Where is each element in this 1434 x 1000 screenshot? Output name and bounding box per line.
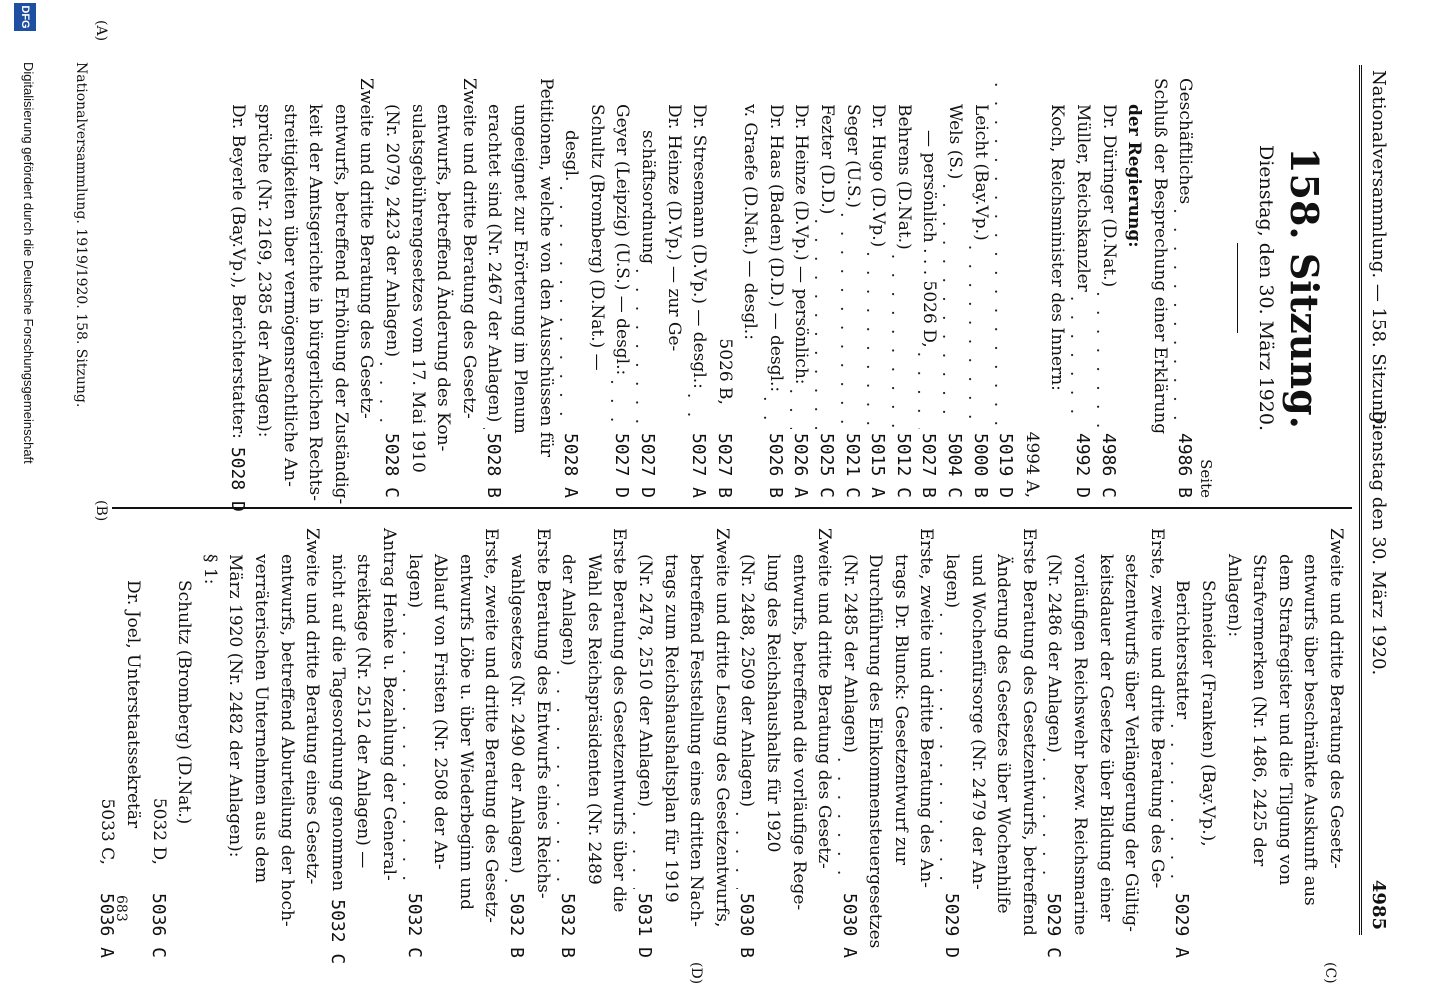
toc-entry-text: lung des Reichshaushalts für 1920 [762, 554, 783, 853]
toc-entry [762, 78, 788, 498]
toc-entry-text: betreffend Feststellung eines dritten Nach- [686, 554, 707, 927]
page-reference: 5012 C [892, 432, 914, 498]
toc-entry [353, 78, 379, 498]
toc-entry [1172, 78, 1198, 498]
left-column [225, 78, 1348, 512]
header-rule [1359, 65, 1362, 935]
margin-mark-a: (A) [93, 20, 109, 42]
toc-entry-text: entwurfs über beschränkte Auskunft aus [1300, 554, 1321, 906]
leader-dots [762, 396, 781, 429]
toc-entry-text: (Nr. 2486 der Anlagen) [1044, 554, 1065, 754]
toc-entry-text: Leicht (Bay.Vp.) [970, 104, 991, 241]
leader-dots [865, 251, 884, 429]
toc-entry-text: trags zum Reichshaushaltsplan für 1919 [660, 554, 681, 903]
leader-dots [939, 612, 958, 889]
page-reference: 5026 A [790, 432, 812, 498]
toc-entry-text: Zweite und dritte Beratung eines Gesetz- [302, 528, 323, 885]
toc-entry [1095, 78, 1121, 498]
toc-entry [555, 528, 581, 958]
toc-entry-text: wahlgesetzes (Nr. 2490 der Anlagen) [507, 554, 527, 874]
toc-entry-text: Erste, zweite und dritte Beratung des An- [916, 528, 937, 888]
toc-entry [145, 528, 171, 958]
toc-entry [657, 528, 683, 958]
leader-dots [1069, 296, 1088, 429]
toc-entry [1146, 78, 1172, 498]
page-reference: 5025 C [816, 432, 838, 498]
toc-entry [964, 528, 990, 958]
toc-entry-text: Behrens (D.Nat.) [893, 104, 914, 250]
toc-entry [250, 78, 276, 498]
leader-dots [814, 218, 833, 429]
toc-entry-text: Müller, Reichskanzler [1073, 104, 1094, 292]
seite-label: Seite [1197, 459, 1216, 498]
toc-entry-text: Erste Beratung des Gesetzentwurfs, betreffend [1018, 528, 1039, 936]
leader-dots [993, 82, 1012, 429]
toc-entry-text: und Wochenfürsorge (Nr. 2479 der An- [967, 554, 988, 890]
leader-dots [555, 670, 574, 889]
toc-entry [814, 78, 840, 498]
toc-entry [247, 528, 273, 958]
toc-entry-text: Zweite und dritte Beratung des Gesetz- [458, 78, 479, 419]
toc-entry-text: trags Dr. Blunck: Gesetzentwurf zur [890, 554, 911, 865]
toc-entry [1118, 528, 1144, 958]
leader-dots [836, 757, 855, 889]
page-reference: 5028 C [381, 432, 402, 498]
toc-entry [302, 78, 328, 501]
toc-entry [993, 78, 1019, 498]
toc-entry [711, 78, 737, 498]
toc-entry-text: Geschäftliches [1175, 78, 1196, 205]
toc-entry-text: Anlagen): [1223, 554, 1244, 638]
toc-entry [606, 528, 632, 958]
toc-entry-text: (Nr. 2079, 2423 der Anlagen) [382, 104, 402, 358]
toc-entry [785, 528, 811, 958]
toc-entry [683, 528, 709, 958]
leader-dots [890, 254, 909, 429]
toc-entry [324, 528, 350, 965]
leader-dots [1041, 757, 1060, 889]
toc-entry [1271, 528, 1297, 958]
page-reference: 5000 B [969, 432, 991, 498]
toc-entry-text: entwurfs, betreffend Änderung des Kon- [433, 104, 454, 452]
page-reference: 5030 A [838, 892, 860, 958]
session-date: Dienstag, den 30. März 1920. [1255, 145, 1277, 431]
sheet-number: 683 [113, 895, 129, 922]
column-divider [112, 507, 1352, 509]
page-reference: 5027 B [918, 432, 940, 498]
toc-entry-text: Wahl des Reichspräsidenten (Nr. 2489 [583, 554, 604, 885]
toc-entry-text: Dr. Heinze (D.Vp.) — zur Ge- [663, 104, 684, 352]
toc-entry-text: Zweite und dritte Beratung des Gesetz- [1326, 528, 1346, 869]
page-reference: 4992 D [1072, 432, 1094, 498]
toc-entry-text: verräterischen Unternehmen aus dem [251, 554, 272, 884]
toc-entry [865, 78, 891, 498]
toc-entry [788, 78, 814, 498]
toc-entry-text: Erste Beratung des Gesetzentwurfs über die [609, 528, 630, 913]
title-rule [1237, 243, 1238, 333]
toc-entry [452, 528, 478, 958]
page-reference: 5032 B [557, 892, 579, 958]
toc-entry [1092, 528, 1118, 958]
toc-entry-text: Dr. Haas (Baden) (D.D.) — desgl.: [765, 104, 786, 393]
toc-entry-text: Dr. Beyerle (Bay.Vp.), Berichterstatter: [228, 104, 249, 439]
toc-entry-text: Fezter (D.D.) [817, 104, 838, 215]
page-reference: 5027 D [636, 432, 658, 498]
toc-entry-text: Petitionen, welche von den Ausschüssen für [535, 78, 556, 458]
page-reference: 5027 A [688, 432, 710, 498]
leader-dots [941, 183, 960, 429]
page-reference: 5032 B [506, 892, 527, 958]
leader-dots [1169, 723, 1188, 889]
toc-entry-text: Geyer (Leipzig) (U.S.) — desgl.: [612, 104, 633, 376]
toc-entry [1018, 78, 1044, 498]
toc-entry [120, 528, 146, 958]
toc-entry [455, 78, 481, 498]
toc-entry [506, 78, 532, 498]
toc-entry [430, 78, 456, 498]
toc-entry [94, 528, 120, 958]
toc-entry [375, 528, 401, 958]
toc-entry-text: Erste, zweite und dritte Beratung des Ge- [1146, 528, 1167, 889]
page-reference: 5029 C [1043, 892, 1065, 958]
toc-entry [378, 78, 404, 498]
toc-entry-text: Dr. Düringer (D.Nat.) [1098, 104, 1119, 288]
page-reference: 5004 C [944, 432, 966, 498]
toc-entry [478, 528, 504, 958]
toc-entry [686, 78, 712, 498]
toc-entry [939, 528, 965, 958]
toc-entry [1220, 528, 1246, 958]
toc-entry [1143, 528, 1169, 958]
page-reference: 4986 B [1174, 432, 1196, 498]
page-reference: 5031 D [633, 892, 655, 958]
toc-entry [427, 528, 453, 958]
toc-entry [1069, 78, 1095, 498]
toc-entry [759, 528, 785, 958]
page-reference: 5032 C [403, 892, 425, 958]
toc-entry [404, 78, 430, 498]
toc-entry-text: der Anlagen) [558, 554, 579, 666]
toc-entry [532, 78, 558, 498]
toc-entry [941, 78, 967, 498]
toc-entry-text: März 1920 (Nr. 2482 der Anlagen): [225, 554, 246, 858]
toc-entry [836, 528, 862, 958]
page-reference: 5028 B [483, 432, 505, 498]
leader-dots [916, 352, 935, 429]
footer-text: Nationalversammlung. 1919/1920. 158. Sitzung. [73, 62, 89, 408]
page-reference: 5036 C [147, 892, 169, 958]
toc-entry [967, 78, 993, 498]
toc-entry [1246, 528, 1272, 958]
toc-entry [916, 78, 942, 498]
toc-entry [1041, 528, 1067, 958]
toc-entry [273, 528, 299, 958]
toc-entry-text: Schultz (Bromberg) (D.Nat.) — [586, 104, 607, 371]
toc-entry-text: Zweite und dritte Beratung des Gesetz- [356, 78, 377, 419]
margin-mark-c: (C) [1322, 962, 1338, 984]
toc-entry [225, 78, 251, 512]
left-entries [225, 78, 1198, 512]
right-entries [94, 528, 1348, 965]
leader-dots [503, 878, 522, 889]
toc-entry-text: Schluß der Besprechung einer Erklärung [1149, 78, 1170, 435]
leader-dots [839, 212, 858, 429]
toc-entry-text: schäftsordnung [637, 130, 658, 265]
toc-entry [1322, 528, 1348, 958]
page-reference: 5030 B [736, 892, 758, 958]
page-reference: 5028 D [227, 446, 249, 512]
toc-entry [580, 528, 606, 958]
toc-entry-text: Dr. Hugo (D.Vp.) [868, 104, 889, 248]
leader-dots [401, 612, 420, 889]
toc-entry [890, 78, 916, 498]
digitization-note: Digitalisierung gefördert durch die Deutsche Forschungsgemeinschaft [21, 62, 36, 464]
dfg-logo: DFG [14, 3, 36, 31]
toc-entry-text: keit der Amtsgerichte in bürgerlichen Rechts- [305, 104, 326, 501]
running-header-date: Dienstag den 30. März 1920. [1368, 410, 1389, 676]
toc-entry-text: § 1: [199, 554, 220, 585]
page-reference: 5036 A [96, 892, 118, 958]
toc-entry-text: der Regierung: [1124, 104, 1145, 248]
toc-entry-text: Dr. Joel, Unterstaatssekretär [123, 580, 144, 829]
margin-mark-d: (D) [688, 962, 704, 985]
leader-dots [1172, 208, 1191, 429]
toc-entry [1066, 528, 1092, 958]
toc-entry-text: sulatsgebührengesetzes vom 17. Mai 1910 [407, 104, 428, 473]
margin-mark-b: (B) [93, 500, 109, 522]
toc-entry [529, 528, 555, 958]
toc-entry-text: desgl. [561, 130, 582, 182]
toc-entry [1169, 528, 1195, 958]
toc-entry-text: Schultz (Bromberg) (D.Nat.) [174, 580, 195, 825]
page-reference: 5019 D [995, 432, 1017, 498]
toc-entry [196, 528, 222, 958]
toc-entry [737, 78, 763, 498]
toc-entry [609, 78, 635, 498]
leader-dots [967, 245, 986, 429]
toc-entry [1194, 528, 1220, 958]
toc-entry-text: Wels (S.) [945, 104, 966, 180]
leader-dots [609, 379, 628, 429]
right-column [94, 528, 1348, 965]
toc-entry-text: lagen) [942, 554, 963, 609]
toc-entry-text: (Nr. 2485 der Anlagen) [839, 554, 860, 754]
toc-entry-text: dem Strafregister und die Tilgung von [1274, 554, 1295, 886]
toc-entry [558, 78, 584, 498]
session-title: 158. Sitzung. [1282, 147, 1327, 429]
toc-entry-text: v. Graefe (D.Nat.) — desgl.: [740, 104, 761, 340]
page-reference: 5027 D [611, 432, 633, 498]
page-reference: 5028 A [560, 432, 582, 498]
toc-entry [660, 78, 686, 498]
toc-entry-text: (Nr. 2478, 2510 der Anlagen) [634, 554, 655, 808]
page-reference: 5032 C [326, 899, 348, 965]
toc-entry [299, 528, 325, 958]
toc-entry [276, 78, 302, 498]
toc-entry [171, 528, 197, 958]
toc-entry-text: Seger (U.S.) [842, 104, 863, 209]
toc-entry-text: entwurfs, betreffend Aburteilung der hoch- [276, 554, 297, 927]
toc-entry-text: keitsdauer der Gesetze über Bildung einer [1095, 554, 1116, 922]
toc-entry [1044, 78, 1070, 498]
page-reference: 4986 C [1097, 432, 1119, 498]
toc-entry-text: streitigkeiten über vermögensrechtliche An- [279, 104, 300, 487]
toc-entry [481, 78, 507, 498]
toc-entry-text: streiktage (Nr. 2512 der Anlagen) — [353, 554, 374, 869]
toc-entry [734, 528, 760, 958]
toc-entry-text: 5032 D, [148, 797, 169, 865]
toc-entry [401, 528, 427, 958]
page-reference: 5026 B [764, 432, 786, 498]
toc-entry [327, 78, 353, 505]
toc-entry-text: Schneider (Franken) (Bay.Vp.), [1198, 580, 1219, 847]
leader-dots [1095, 291, 1114, 429]
leader-dots [631, 811, 650, 889]
page-reference: 5015 A [867, 432, 889, 498]
leader-dots [378, 361, 397, 429]
toc-entry [839, 78, 865, 498]
toc-entry-text: nicht auf die Tagesordnung genommen [327, 554, 348, 892]
page-reference: 5029 D [941, 892, 963, 958]
toc-entry-text: Erste, zweite und dritte Beratung des Gesetz- [481, 528, 502, 923]
toc-entry [631, 528, 657, 958]
toc-entry [503, 528, 529, 958]
toc-entry-text: 5033 C, [97, 798, 118, 865]
toc-entry [1121, 78, 1147, 498]
page-reference: 5027 B [713, 432, 735, 498]
toc-entry-text: vorläufigen Reichswehr bezw. Reichsmarine [1070, 554, 1091, 936]
toc-entry [1015, 528, 1041, 958]
toc-entry [887, 528, 913, 958]
toc-entry [583, 78, 609, 498]
toc-entry-text: Durchführung des Einkommensteuergesetzes [865, 554, 886, 949]
toc-entry [990, 528, 1016, 958]
toc-entry-text: Dr. Stresemann (D.Vp.) — desgl.: [689, 104, 710, 389]
toc-entry [1297, 528, 1323, 958]
toc-entry [811, 528, 837, 958]
toc-entry-text: Zweite und dritte Beratung des Gesetz- [814, 528, 835, 869]
toc-entry [708, 528, 734, 958]
page-reference: 5029 A [1171, 892, 1193, 958]
toc-entry-text: lagen) [404, 554, 425, 609]
leader-dots [734, 811, 753, 889]
toc-entry [222, 528, 248, 958]
toc-entry-text: erachtet sind (Nr. 2467 der Anlagen) [484, 104, 505, 423]
toc-entry-text: ungeeignet zur Erörterung im Plenum [509, 104, 530, 434]
toc-entry-text: 4994 A, [1021, 431, 1042, 498]
toc-entry-text: Erste Beratung des Entwurfs eines Reichs- [532, 528, 553, 899]
toc-entry-text: Änderung des Gesetzes über Wochenhilfe [993, 554, 1014, 914]
page-reference: 5021 C [841, 432, 863, 498]
toc-entry-text: (Nr. 2488, 2509 der Anlagen) [737, 554, 758, 808]
toc-entry [350, 528, 376, 958]
toc-entry-text: entwurfs, betreffend Erhöhung der Zuständig- [330, 104, 351, 505]
toc-entry-text: entwurfs Löbe u. über Wiederbeginn und [455, 554, 476, 911]
leader-dots [788, 389, 807, 429]
toc-entry-text: Antrag Henke u. Bezahlung der General- [379, 528, 400, 881]
leader-dots [686, 393, 705, 429]
leader-dots [481, 426, 500, 429]
leader-dots [558, 185, 577, 429]
running-header-left: Nationalversammlung. — 158. Sitzung. [1368, 70, 1389, 429]
leader-dots [634, 268, 653, 429]
toc-entry-text: Ablauf von Fristen (Nr. 2508 der An- [430, 554, 451, 870]
toc-entry-text: Strafvermerken (Nr. 1486, 2425 der [1249, 554, 1270, 867]
toc-entry-text: setzentwurfs über Verlängerung der Gültig- [1121, 554, 1142, 932]
toc-entry [913, 528, 939, 958]
toc-entry-text: Koch, Reichsminister des Innern: [1047, 104, 1068, 391]
toc-entry-text: Zweite und dritte Lesung des Gesetzentwurfs, [711, 528, 732, 928]
toc-entry-text: sprüche (Nr. 2169, 2385 der Anlagen): [254, 104, 275, 438]
page-number: 4985 [1368, 879, 1389, 930]
toc-entry-text: Berichterstatter [1172, 580, 1193, 720]
toc-entry-text: 5026 B, [714, 338, 735, 405]
toc-entry [634, 78, 660, 498]
toc-entry-text: — persönlich . . . 5026 D, [919, 130, 940, 348]
toc-entry-text: entwurfs, betreffend die vorläufige Rege- [788, 554, 809, 911]
toc-entry [862, 528, 888, 958]
toc-entry-text: Dr. Heinze (D.Vp.) — persönlich: [791, 104, 812, 385]
